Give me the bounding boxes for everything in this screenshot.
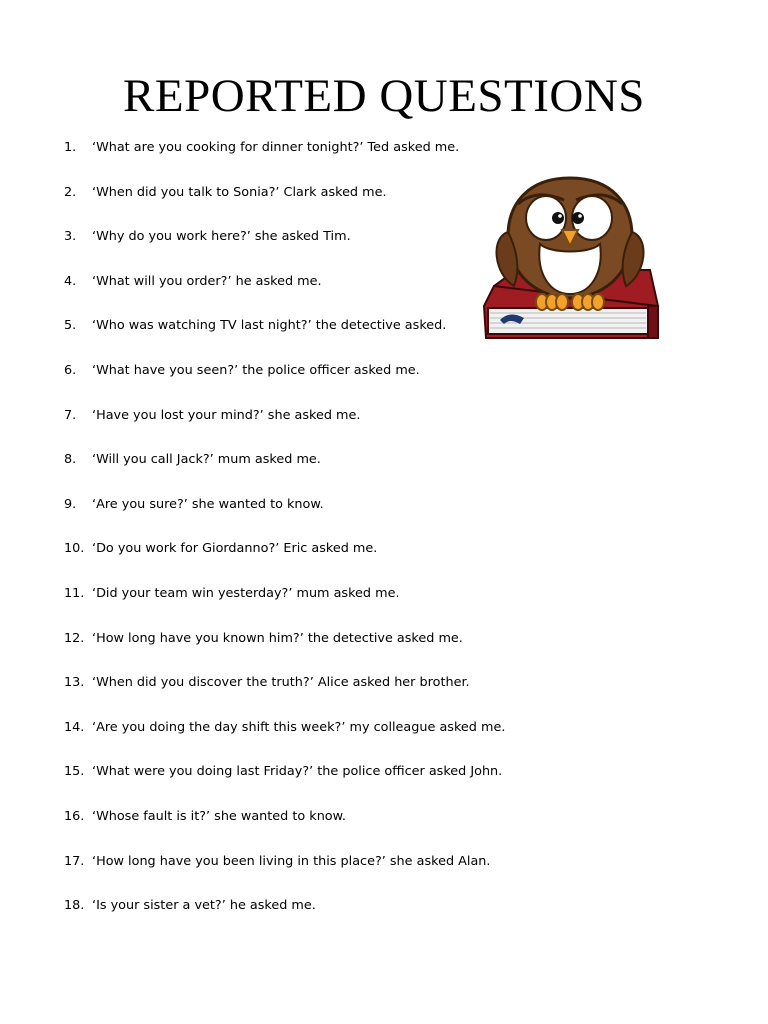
- question-text: ‘What are you cooking for dinner tonight?’ Ted asked me.: [92, 140, 460, 155]
- question-item: [64, 539, 505, 584]
- question-text: ‘How long have you known him?’ the detective asked me.: [92, 630, 463, 646]
- question-number: 11.: [64, 585, 85, 601]
- question-number: 4.: [64, 273, 77, 289]
- question-text: ‘Are you sure?’ she wanted to know.: [92, 496, 324, 512]
- question-text: ‘Do you work for Giordanno?’ Eric asked me.: [92, 541, 378, 557]
- question-number: 14.: [64, 719, 85, 735]
- question-text: ‘Whose fault is it?’ she wanted to know.: [92, 808, 347, 824]
- question-item: [64, 272, 505, 317]
- question-text: ‘Have you lost your mind?’ she asked me.: [92, 407, 361, 423]
- question-number: 8.: [64, 452, 77, 468]
- question-item: [64, 673, 505, 718]
- question-item: [64, 629, 505, 674]
- question-item: [64, 361, 505, 406]
- question-number: 9.: [64, 496, 77, 512]
- question-item: [64, 316, 505, 361]
- question-number: 15.: [64, 764, 85, 780]
- question-item: [64, 138, 505, 183]
- question-number: 17.: [64, 853, 85, 869]
- question-text: ‘When did you talk to Sonia?’ Clark asked me.: [92, 184, 387, 200]
- question-item: [64, 183, 505, 228]
- question-text: ‘When did you discover the truth?’ Alice asked her brother.: [92, 675, 470, 691]
- question-text: ‘Will you call Jack?’ mum asked me.: [92, 452, 321, 468]
- question-item: [64, 584, 505, 629]
- question-text: ‘What will you order?’ he asked me.: [92, 273, 322, 289]
- question-number: 12.: [64, 630, 85, 646]
- question-number: 13.: [64, 675, 85, 691]
- question-item: [64, 450, 505, 495]
- question-number: 10.: [64, 541, 85, 557]
- question-item: [64, 807, 505, 852]
- question-number: 1.: [64, 140, 77, 155]
- question-number: 7.: [64, 407, 77, 423]
- question-number: 18.: [64, 898, 85, 914]
- question-item: [64, 406, 505, 451]
- question-number: 6.: [64, 362, 77, 378]
- question-item: [64, 762, 505, 807]
- question-number: 3.: [64, 229, 77, 245]
- question-text: ‘Who was watching TV last night?’ the detective asked.: [92, 318, 447, 334]
- question-item: [64, 896, 505, 941]
- question-item: [64, 227, 505, 272]
- question-item: [64, 718, 505, 763]
- question-item: [64, 852, 505, 897]
- question-item: [64, 495, 505, 540]
- question-number: 16.: [64, 808, 85, 824]
- question-text: ‘Did your team win yesterday?’ mum asked me.: [92, 585, 400, 601]
- question-text: ‘Is your sister a vet?’ he asked me.: [92, 898, 316, 914]
- page-title: REPORTED QUESTIONS: [123, 70, 645, 122]
- question-number: 5.: [64, 318, 77, 334]
- question-text: ‘What were you doing last Friday?’ the police officer asked John.: [92, 764, 503, 780]
- question-text: ‘Why do you work here?’ she asked Tim.: [92, 229, 351, 245]
- owl-on-book-icon: [480, 174, 660, 340]
- question-text: ‘Are you doing the day shift this week?’ my colleague asked me.: [92, 719, 506, 735]
- question-text: ‘How long have you been living in this place?’ she asked Alan.: [92, 853, 491, 869]
- question-number: 2.: [64, 184, 77, 200]
- question-list: [64, 138, 505, 941]
- question-text: ‘What have you seen?’ the police officer asked me.: [92, 362, 420, 378]
